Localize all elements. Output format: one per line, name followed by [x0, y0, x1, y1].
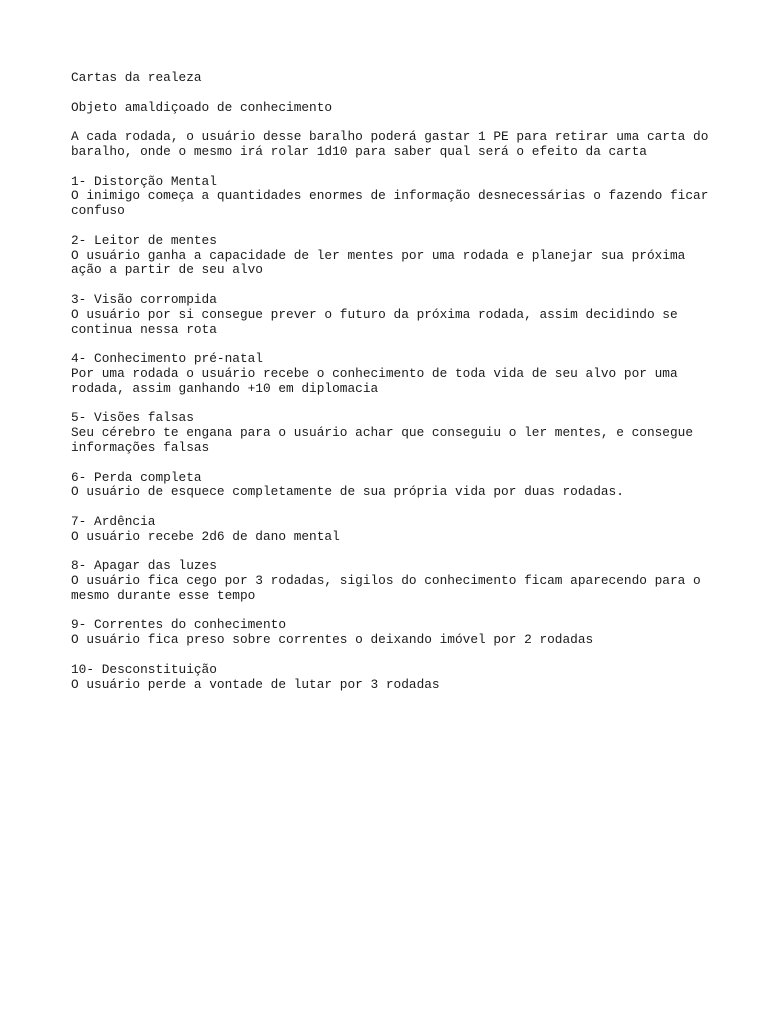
document-intro: A cada rodada, o usuário desse baralho poderá gastar 1 PE para retirar uma carta do baralho, onde o mesmo irá rolar 1d10 para saber qual será o efeito da carta [71, 129, 717, 159]
card-entry-title: 10- Desconstituição [71, 661, 217, 677]
card-entry-text: Por uma rodada o usuário recebe o conhecimento de toda vida de seu alvo por uma rodada, assim ganhando +10 em diplomacia [71, 365, 686, 396]
card-entry-3 [71, 293, 711, 337]
card-entry-title: 5- Visões falsas [71, 410, 194, 426]
card-entry-6 [71, 471, 711, 501]
card-entry-text: O usuário fica cego por 3 rodadas, sigilos do conhecimento ficam aparecendo para o mesmo durante esse tempo [71, 573, 709, 603]
card-entry-8 [71, 559, 711, 603]
document-title: Cartas da realeza [71, 70, 202, 85]
card-entry-title: 3- Visão corrompida [71, 291, 217, 307]
card-entry-1 [71, 173, 717, 219]
card-entry-title: 7- Ardência [71, 513, 156, 529]
card-entry-text: O usuário ganha a capacidade de ler mentes por uma rodada e planejar sua próxima ação a partir de seu alvo [71, 247, 694, 278]
card-entry-text: O usuário de esquece completamente de sua própria vida por duas rodadas. [71, 484, 624, 500]
card-entry-title: 6- Perda completa [71, 469, 202, 485]
document-subtitle: Objeto amaldiçoado de conhecimento [71, 99, 333, 115]
card-entry-10 [71, 663, 711, 693]
card-entry-4 [71, 352, 711, 396]
card-entry-2 [71, 234, 711, 278]
card-entry-title: 1- Distorção Mental [71, 173, 217, 189]
card-entry-text: O usuário perde a vontade de lutar por 3 rodadas [71, 676, 440, 692]
card-entry-title: 9- Correntes do conhecimento [71, 617, 287, 633]
card-entry-5 [71, 411, 711, 455]
card-entry-text: Seu cérebro te engana para o usuário achar que conseguiu o ler mentes, e consegue informações falsas [71, 425, 701, 455]
card-entry-title: 8- Apagar das luzes [71, 558, 217, 574]
document-page [71, 70, 717, 707]
card-entry-9 [71, 618, 711, 648]
card-entry-text: O inimigo começa a quantidades enormes de informação desnecessárias o fazendo ficar confuso [71, 188, 717, 219]
card-entry-7 [71, 515, 711, 545]
card-entry-text: O usuário recebe 2d6 de dano mental [71, 528, 340, 544]
card-entry-text: O usuário por si consegue prever o futuro da próxima rodada, assim decidindo se continua nessa rota [71, 306, 686, 337]
card-entry-title: 4- Conhecimento pré-natal [71, 351, 263, 367]
card-entry-title: 2- Leitor de mentes [71, 232, 217, 248]
card-entry-text: O usuário fica preso sobre correntes o deixando imóvel por 2 rodadas [71, 632, 594, 648]
